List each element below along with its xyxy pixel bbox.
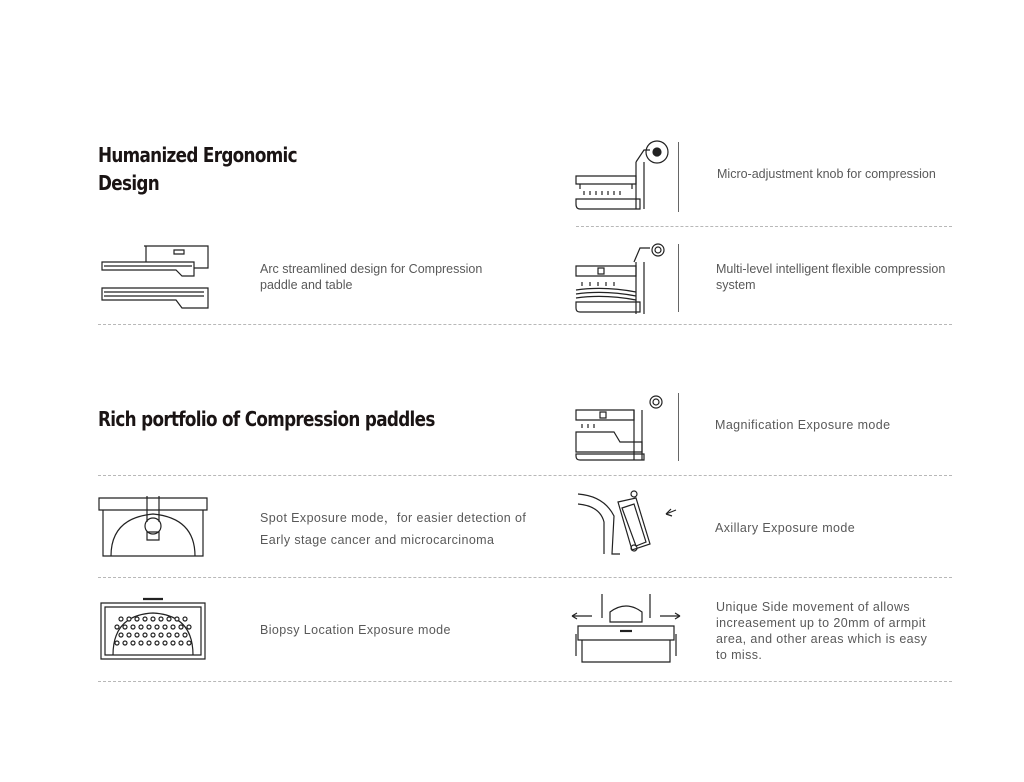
description-line: Spot Exposure mode，for easier detection of: [260, 511, 527, 525]
magnification-description: Magnification Exposure mode: [715, 418, 891, 432]
description-line: paddle and table: [260, 278, 353, 292]
section-title-line1: Humanized Ergonomic: [98, 143, 297, 167]
biopsy-paddle-illustration: [97, 597, 209, 665]
flexible-compression-description: [716, 261, 945, 293]
section-title-paddles: [98, 405, 435, 433]
axillary-description: Axillary Exposure mode: [715, 521, 856, 535]
divider: [98, 577, 952, 578]
micro-knob-illustration: [574, 134, 674, 214]
section-title-line2: Design: [98, 171, 160, 195]
separator-line: [678, 393, 679, 461]
description-line: increasement up to 20mm of armpit: [716, 616, 926, 630]
divider: [98, 475, 952, 476]
spot-exposure-description: [260, 507, 526, 551]
divider: [576, 226, 952, 227]
divider: [98, 681, 952, 682]
flexible-compression-illustration: [574, 238, 674, 316]
magnification-illustration: [574, 390, 674, 462]
side-movement-illustration: [570, 592, 682, 668]
description-line: system: [716, 278, 756, 292]
separator-line: [678, 244, 679, 312]
micro-knob-description: Micro-adjustment knob for compression: [717, 167, 936, 181]
arc-design-description: [260, 261, 482, 293]
axillary-paddle-illustration: [574, 488, 686, 568]
divider: [98, 324, 952, 325]
separator-line: [678, 142, 679, 212]
arc-paddle-illustration: [100, 242, 210, 314]
section-title-ergonomic: [98, 141, 297, 197]
description-line: area, and other areas which is easy: [716, 632, 928, 646]
description-line: to miss.: [716, 648, 763, 662]
description-line: Multi-level intelligent flexible compression: [716, 262, 946, 276]
section-title-line1: Rich portfolio of Compression paddles: [98, 407, 435, 431]
spot-paddle-illustration: [97, 492, 209, 562]
biopsy-description: Biopsy Location Exposure mode: [260, 623, 451, 637]
description-line: Unique Side movement of allows: [716, 600, 911, 614]
description-line: Arc streamlined design for Compression: [260, 262, 483, 276]
description-line: Early stage cancer and microcarcinoma: [260, 533, 495, 547]
side-movement-description: [716, 599, 927, 663]
